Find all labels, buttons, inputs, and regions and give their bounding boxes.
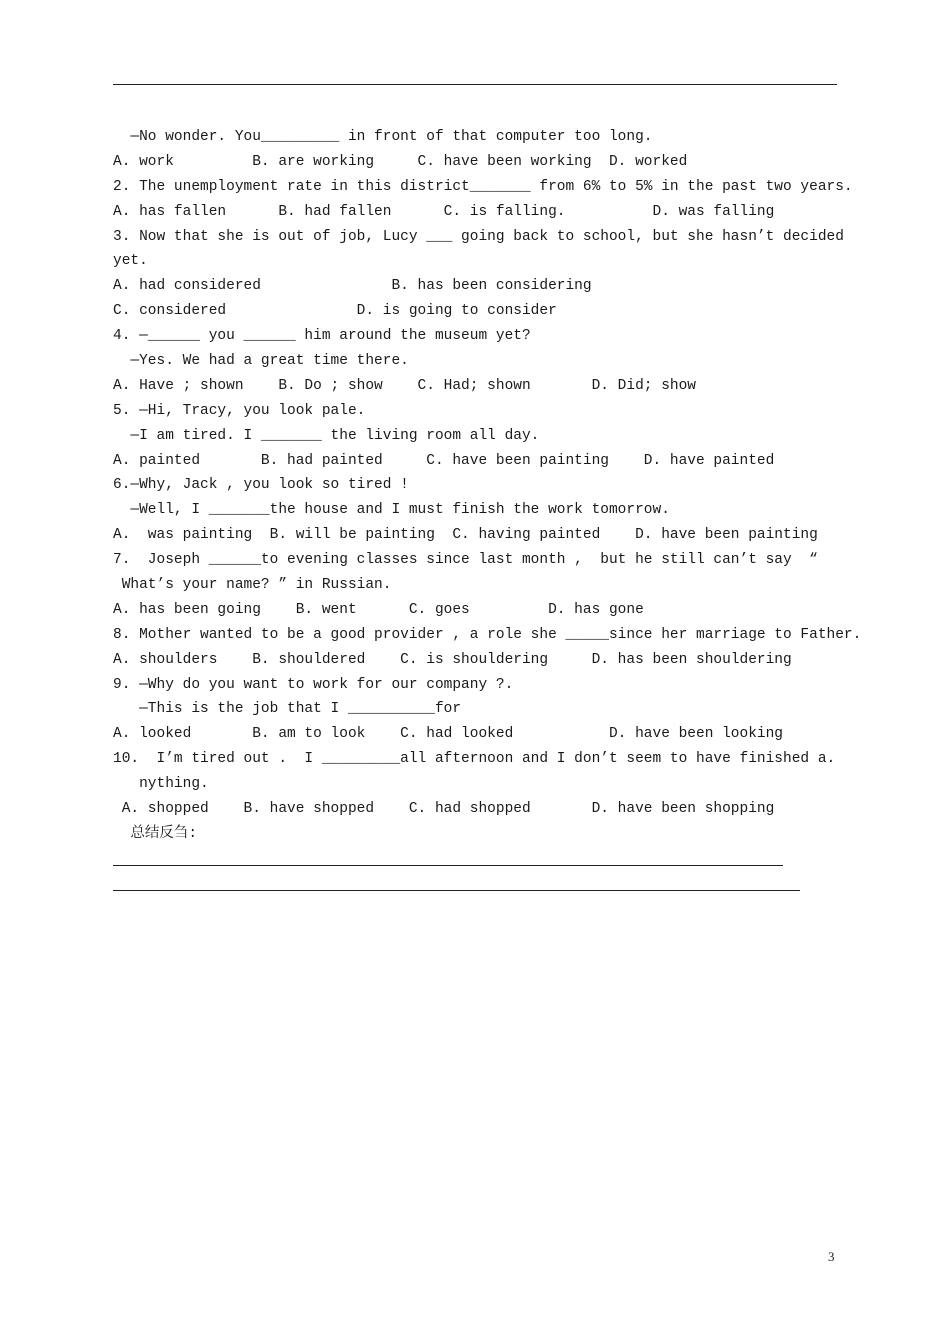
text-line: 4. —______ you ______ him around the museum yet? <box>113 328 531 345</box>
text-line: —Yes. We had a great time there. <box>113 353 409 370</box>
text-line: 3. Now that she is out of job, Lucy ___ going back to school, but she hasn’t decided <box>113 228 844 245</box>
text-line: 8. Mother wanted to be a good provider , a role she _____since her marriage to Father. <box>113 626 862 643</box>
text-line: A. was painting B. will be painting C. having painted D. have been painting <box>113 527 818 544</box>
answer-line <box>113 890 800 891</box>
text-line: —No wonder. You_________ in front of that computer too long. <box>113 129 653 145</box>
text-line: 2. The unemployment rate in this district_______ from 6% to 5% in the past two years. <box>113 178 853 195</box>
text-line: —I am tired. I _______ the living room all day. <box>113 427 540 444</box>
text-line: A. shopped B. have shopped C. had shopped D. have been shopping <box>113 801 775 818</box>
answer-line <box>113 865 783 866</box>
text-line: —This is the job that I __________for <box>113 701 462 718</box>
text-line: What’s your name? ” in Russian. <box>113 577 392 594</box>
text-line: 6.—Why, Jack , you look so tired ! <box>113 477 409 494</box>
text-line: 9. —Why do you want to work for our company ?. <box>113 676 514 693</box>
header-rule <box>113 84 837 85</box>
text-line: A. shoulders B. shouldered C. is shouldering D. has been shouldering <box>113 651 792 668</box>
text-line: A. painted B. had painted C. have been painting D. have painted <box>113 452 775 469</box>
text-line: 7. Joseph ______to evening classes since last month , but he still can’t say “ <box>113 552 818 569</box>
exercise-content <box>113 125 862 847</box>
text-line: A. has been going B. went C. goes D. has gone <box>113 601 644 618</box>
text-line: 5. —Hi, Tracy, you look pale. <box>113 402 366 419</box>
text-line: A. Have ; shown B. Do ; show C. Had; shown D. Did; show <box>113 377 696 394</box>
text-line: A. looked B. am to look C. had looked D. have been looking <box>113 726 784 743</box>
page-number: 3 <box>828 1249 835 1264</box>
text-line: A. has fallen B. had fallen C. is falling. D. was falling <box>113 203 775 220</box>
text-line: A. work B. are working C. have been working D. worked <box>113 153 688 170</box>
text-line: C. considered D. is going to consider <box>113 303 557 320</box>
text-line: —Well, I _______the house and I must finish the work tomorrow. <box>113 502 670 519</box>
text-line: nything. <box>113 776 209 793</box>
summary-heading: 总结反刍: <box>113 825 198 842</box>
text-line: 10. I’m tired out . I _________all afternoon and I don’t seem to have finished a. <box>113 751 836 768</box>
text-line: A. had considered B. has been considering <box>113 278 592 295</box>
text-line: yet. <box>113 253 148 270</box>
